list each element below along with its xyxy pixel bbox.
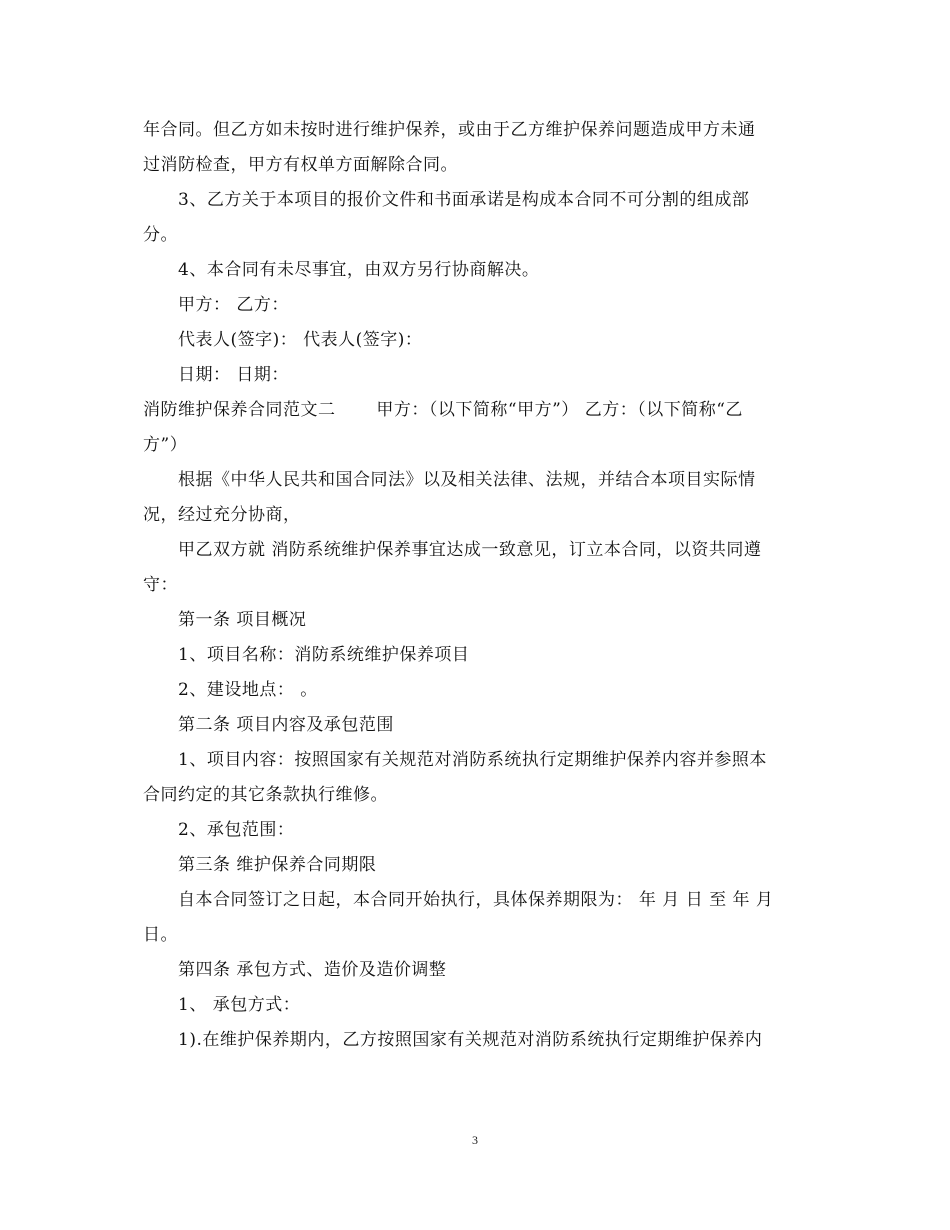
text-line: 自本合同签订之日起，本合同开始执行，具体保养期限为： 年 月 日 至 年 月 [178, 890, 774, 910]
text-line: 代表人(签字)： 代表人(签字)： [178, 330, 423, 350]
text-line: 1、项目名称：消防系统维护保养项目 [178, 645, 470, 665]
page-number: 3 [472, 1133, 478, 1147]
text-line: 4、本合同有未尽事宜，由双方另行协商解决。 [178, 260, 540, 280]
text-line: 过消防检查，甲方有权单方面解除合同。 [143, 155, 458, 175]
text-line: 第三条 维护保养合同期限 [178, 855, 377, 875]
text-line: 日。 [143, 925, 178, 945]
text-line: 况，经过充分协商， [143, 505, 301, 525]
text-line: 日期： 日期： [178, 365, 289, 385]
text-line: 方”） [143, 435, 188, 455]
text-line: 第二条 项目内容及承包范围 [178, 715, 394, 735]
text-line: 年合同。但乙方如未按时进行维护保养，或由于乙方维护保养问题造成甲方未通 [143, 120, 756, 140]
text-line: 2、承包范围： [178, 820, 295, 840]
text-line: 分。 [143, 225, 178, 245]
text-line: 1).在维护保养期内，乙方按照国家有关规范对消防系统执行定期维护保养内 [178, 1030, 763, 1050]
text-line: 第四条 承包方式、造价及造价调整 [178, 960, 447, 980]
text-line: 第一条 项目概况 [178, 610, 307, 630]
document-body [143, 113, 810, 1058]
text-line: 合同约定的其它条款执行维修。 [143, 785, 388, 805]
text-line: 甲方： 乙方： [178, 295, 289, 315]
text-line: 甲乙双方就 消防系统维护保养事宜达成一致意见，订立本合同，以资共同遵 [178, 540, 762, 560]
text-line: 1、 承包方式： [178, 995, 301, 1015]
text-line: 3、乙方关于本项目的报价文件和书面承诺是构成本合同不可分割的组成部 [178, 190, 750, 210]
text-line: 消防维护保养合同范文二 甲方：（以下简称“甲方”） 乙方：（以下简称“乙 [143, 400, 743, 420]
text-line: 守： [143, 575, 178, 595]
text-line: 1、项目内容：按照国家有关规范对消防系统执行定期维护保养内容并参照本 [178, 750, 767, 770]
text-line: 根据《中华人民共和国合同法》以及相关法律、法规，并结合本项目实际情 [178, 470, 756, 490]
text-line: 2、建设地点： 。 [178, 680, 318, 700]
